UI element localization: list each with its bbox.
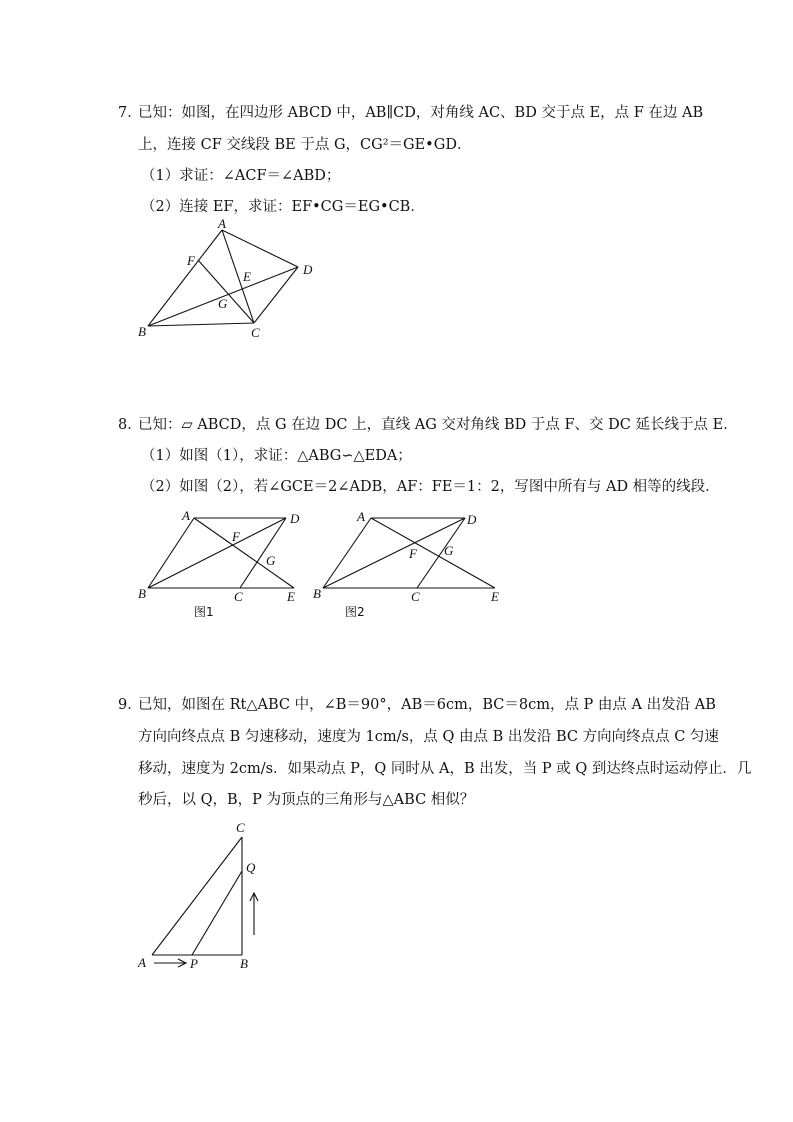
problem-9-line-2: 方向向终点点 B 匀速移动，速度为 1cm/s，点 Q 由点 B 出发沿 BC 方向向终点点 C 匀速 [138, 729, 719, 745]
label-d: D [290, 511, 300, 526]
label-a: A [357, 509, 365, 524]
problem-7-figure [130, 218, 330, 348]
problem-9-figure [130, 815, 280, 980]
label-b: B [240, 956, 248, 971]
segment-ac [152, 837, 242, 955]
problem-7-part-2: （2）连接 EF，求证：EF•CG＝EG•CB． [141, 199, 425, 215]
label-c: C [234, 589, 243, 604]
problem-8-line-1 [118, 416, 738, 434]
problem-8-text-1: 已知：▱ ABCD，点 G 在边 DC 上，直线 AG 交对角线 BD 于点 F、交 DC 延长线于点 E． [138, 417, 738, 433]
label-c: C [411, 589, 420, 604]
problem-9-line-1 [118, 696, 716, 714]
label-f: F [232, 529, 240, 544]
problem-9-number: 9． [118, 697, 142, 713]
problem-7-line-1 [118, 104, 704, 122]
problem-9-line-4: 秒后，以 Q，B，P 为顶点的三角形与△ABC 相似？ [138, 792, 475, 808]
problem-8-part-2: （2）如图（2），若∠GCE＝2∠ADB，AF：FE＝1：2，写图中所有与 AD 相等的线段． [141, 479, 720, 495]
problem-9-line-3: 移动，速度为 2cm/s．如果动点 P，Q 同时从 A，B 出发，当 P 或 Q 到达终点时运动停止．几 [138, 761, 752, 777]
label-c: C [251, 325, 260, 340]
label-b: B [138, 324, 146, 339]
problem-8-figure-1 [130, 502, 310, 622]
segment-ab [323, 518, 371, 588]
problem-7-part-1: （1）求证：∠ACF＝∠ABD； [141, 168, 341, 184]
label-a: A [182, 508, 190, 523]
problem-8-number: 8． [118, 417, 142, 433]
label-f: F [187, 253, 195, 268]
segment-bc [148, 323, 254, 326]
problem-8-figure-2 [305, 502, 510, 622]
segment-pq [192, 871, 242, 955]
problem-7-text-1: 已知：如图，在四边形 ABCD 中，AB∥CD，对角线 AC、BD 交于点 E，点 F 在边 AB [138, 105, 704, 121]
label-f: F [409, 546, 417, 561]
label-g: G [218, 296, 228, 311]
label-g: G [444, 543, 454, 558]
figure-1-caption: 图1 [194, 605, 214, 619]
segment-dc [417, 518, 465, 588]
label-a: A [138, 955, 146, 970]
problem-9-text-1: 已知，如图在 Rt△ABC 中，∠B＝90°，AB＝6cm，BC＝8cm，点 P 由点 A 出发沿 AB [138, 697, 716, 713]
label-c: C [236, 820, 245, 835]
label-p: P [190, 956, 198, 971]
label-g: G [266, 553, 276, 568]
label-d: D [467, 512, 477, 527]
problem-7-line-2: 上，连接 CF 交线段 BE 于点 G，CG²＝GE•GD． [138, 137, 472, 153]
label-b: B [138, 586, 146, 601]
label-a: A [218, 218, 226, 231]
segment-ab [148, 518, 194, 588]
line-ae [371, 518, 495, 588]
figure-2-caption: 图2 [345, 605, 365, 619]
label-b: B [313, 586, 321, 601]
label-d: D [303, 262, 313, 277]
label-e: E [243, 269, 251, 284]
problem-8-part-1: （1）如图（1），求证：△ABG∽△EDA； [141, 448, 412, 464]
label-q: Q [246, 860, 256, 875]
label-e: E [287, 589, 295, 604]
problem-7-number: 7． [118, 105, 142, 121]
label-e: E [491, 589, 499, 604]
